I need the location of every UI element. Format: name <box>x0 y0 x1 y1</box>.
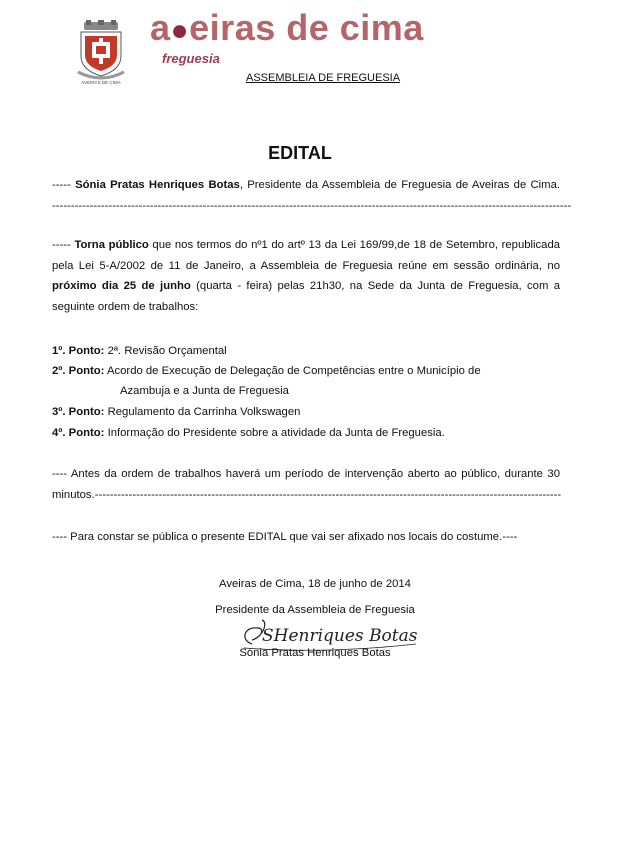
agenda-point-3 <box>52 402 300 423</box>
intervention-paragraph <box>52 464 560 505</box>
intro-text: , Presidente da Assembleia de Freguesia de Aveiras de Cima. <box>239 179 560 191</box>
president-name: Sónia Pratas Henriques Botas <box>75 179 240 191</box>
point-label: 2º. Ponto: <box>52 365 105 377</box>
announce-dashes: ----- <box>52 239 71 251</box>
grape-icon: ● <box>170 14 190 47</box>
logo-subtitle: freguesia <box>162 51 220 66</box>
point-text: Regulamento da Carrinha Volkswagen <box>104 406 301 418</box>
announce-text-2: (quarta - feira) pelas 21h30, na Sede da Junta de Freguesia, com a seguinte ordem de trabalhos: <box>52 280 561 313</box>
announcement-paragraph <box>52 235 560 317</box>
place-and-date: Aveiras de Cima, 18 de junho de 2014 <box>219 578 411 590</box>
agenda-point-2 <box>52 361 481 382</box>
intro-fill-dashes: ------------------------------------------------------------------------------------------------------------------------------------------ <box>52 199 572 212</box>
logo-wordmark <box>150 7 424 48</box>
point-text: 2ª. Revisão Orçamental <box>104 345 227 357</box>
svg-text:SHenriques Botas: SHenriques Botas <box>262 626 418 646</box>
crest-caption: AVEIRAS DE CIMA <box>81 80 121 85</box>
point-text: Acordo de Execução de Delegação de Competências entre o Município de <box>104 365 481 377</box>
assembly-heading: ASSEMBLEIA DE FREGUESIA <box>246 72 401 84</box>
intro-dashes: ----- <box>52 179 71 191</box>
closing-paragraph: ---- Para constar se pública o presente EDITAL que vai ser afixado nos locais do costume.---- <box>52 531 518 543</box>
agenda-point-4 <box>52 423 445 444</box>
logo-text-end: eiras de cima <box>189 7 424 48</box>
point-label: 1º. Ponto: <box>52 345 105 357</box>
document-title: EDITAL <box>268 143 332 163</box>
announce-bold-date: próximo dia 25 de junho <box>52 280 191 292</box>
announce-text-1: que nos termos do nº1 do artº 13 da Lei 169/99,de 18 de Setembro, republicada pela Lei 5-A/2002 de 11 de Janeiro, a Assembleia de Freguesia reúne em sessão ordinária, no <box>52 239 561 272</box>
parish-crest-icon <box>72 20 130 86</box>
intervention-fill-dashes: ---------------------------------------------------------------------------------------------------------------------------- <box>94 488 562 501</box>
intervention-text: ---- Antes da ordem de trabalhos haverá um período de intervenção aberto ao público, durante 30 minutos. <box>52 468 560 501</box>
point-label: 4º. Ponto: <box>52 427 105 439</box>
point-text: Informação do Presidente sobre a atividade da Junta de Freguesia. <box>104 427 445 439</box>
intro-paragraph <box>52 175 572 216</box>
logo-text-start: a <box>150 7 171 48</box>
announce-bold-1: Torna público <box>74 239 149 251</box>
agenda-point-1 <box>52 341 227 362</box>
agenda-point-2-continuation: Azambuja e a Junta de Freguesia <box>120 385 289 397</box>
signer-name: Sónia Pratas Henriques Botas <box>239 647 391 659</box>
point-label: 3º. Ponto: <box>52 406 105 418</box>
signer-role: Presidente da Assembleia de Freguesia <box>215 604 415 616</box>
